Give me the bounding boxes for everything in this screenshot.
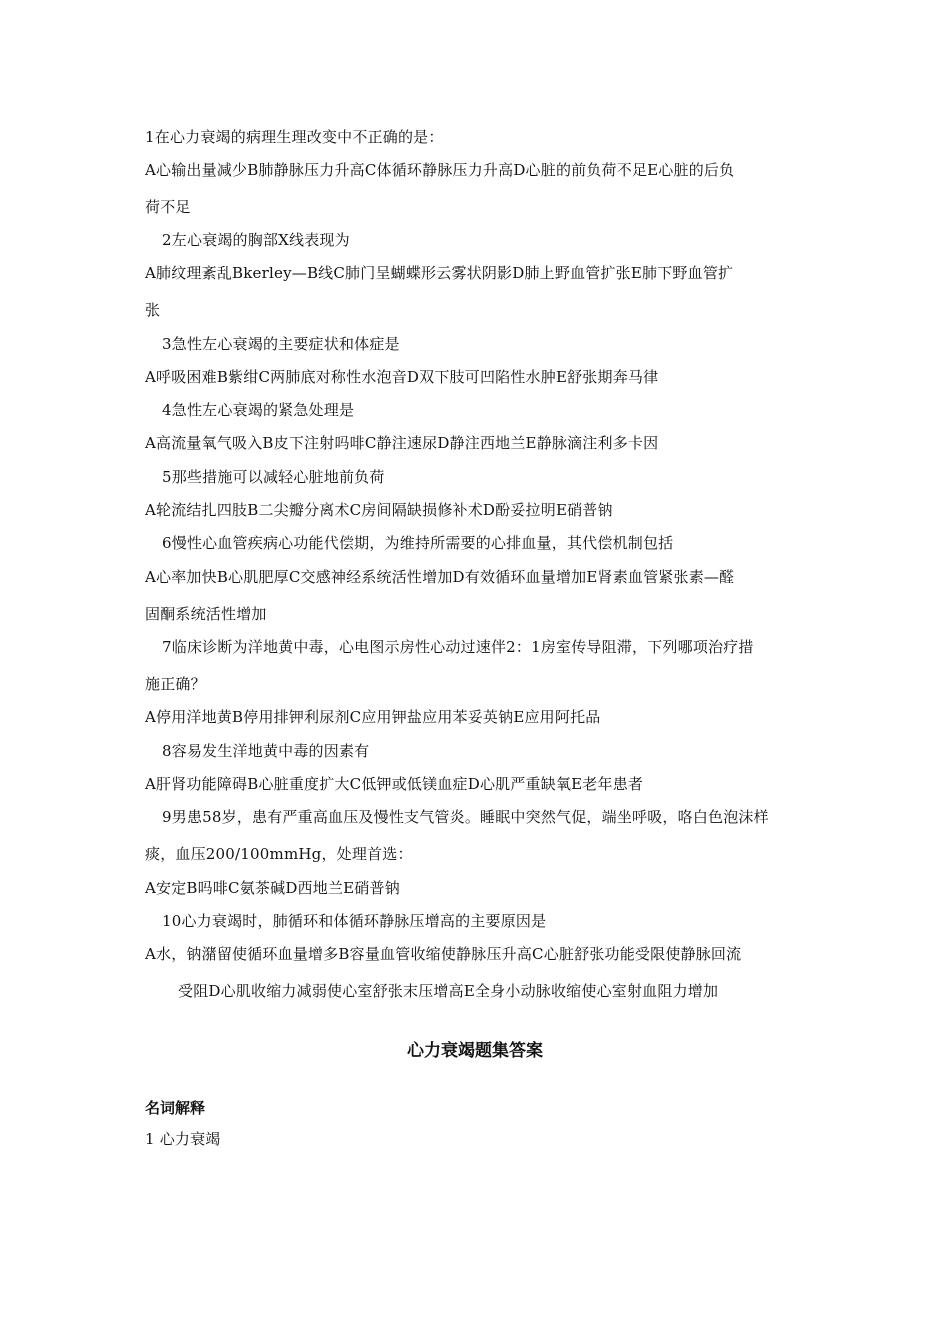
question-6-options: A心率加快B心肌肥厚C交感神经系统活性增加D有效循环血量增加E肾素血管紧张素—醛 xyxy=(145,568,735,586)
question-5-stem: 5那些措施可以减轻心脏地前负荷 xyxy=(162,468,385,486)
question-10-options-cont: 受阻D心肌收缩力减弱使心室舒张末压增高E全身小动脉收缩使心室射血阻力增加 xyxy=(178,982,719,1000)
question-8-options: A肝肾功能障碍B心脏重度扩大C低钾或低镁血症D心肌严重缺氧E老年患者 xyxy=(145,775,644,793)
question-1-stem: 1在心力衰竭的病理生理改变中不正确的是： xyxy=(145,128,444,146)
question-3-stem: 3急性左心衰竭的主要症状和体症是 xyxy=(162,335,400,353)
question-6-stem: 6慢性心血管疾病心功能代偿期，为维持所需要的心排血量，其代偿机制包括 xyxy=(162,534,674,552)
question-2-options-cont: 张 xyxy=(145,301,161,319)
question-8-stem: 8容易发生洋地黄中毒的因素有 xyxy=(162,742,370,760)
question-9-options: A安定B吗啡C氨茶碱D西地兰E硝普钠 xyxy=(145,879,400,897)
question-10-stem: 10心力衰竭时，肺循环和体循环静脉压增高的主要原因是 xyxy=(162,912,547,930)
question-4-stem: 4急性左心衰竭的紧急处理是 xyxy=(162,401,355,419)
question-1-options: A心输出量减少B肺静脉压力升高C体循环静脉压力升高D心脏的前负荷不足E心脏的后负 xyxy=(145,161,735,179)
question-7-stem: 7临床诊断为洋地黄中毒，心电图示房性心动过速伴2：1房室传导阻滞，下列哪项治疗措 xyxy=(162,638,754,656)
answers-title: 心力衰竭题集答案 xyxy=(407,1041,543,1061)
question-9-stem: 9男患58岁，患有严重高血压及慢性支气管炎。睡眠中突然气促，端坐呼吸，咯白色泡沫样 xyxy=(162,808,769,826)
question-2-options: A肺纹理紊乱Bkerley—B线C肺门呈蝴蝶形云雾状阴影D肺上野血管扩张E肺下野血管扩 xyxy=(145,264,734,282)
question-2-stem: 2左心衰竭的胸部X线表现为 xyxy=(162,231,350,249)
question-3-options: A呼吸困难B紫绀C两肺底对称性水泡音D双下肢可凹陷性水肿E舒张期奔马律 xyxy=(145,368,659,386)
question-9-stem-cont: 痰，血压200/100mmHg，处理首选： xyxy=(145,845,413,863)
question-7-options: A停用洋地黄B停用排钾利尿剂C应用钾盐应用苯妥英钠E应用阿托品 xyxy=(145,708,601,726)
question-1-options-cont: 荷不足 xyxy=(145,198,191,216)
question-6-options-cont: 固酮系统活性增加 xyxy=(145,605,267,623)
question-4-options: A高流量氧气吸入B皮下注射吗啡C静注速尿D静注西地兰E静脉滴注利多卡因 xyxy=(145,434,659,452)
question-10-options: A水，钠潴留使循环血量增多B容量血管收缩使静脉压升高C心脏舒张功能受限使静脉回流 xyxy=(145,945,742,963)
question-5-options: A轮流结扎四肢B二尖瓣分离术C房间隔缺损修补术D酚妥拉明E硝普钠 xyxy=(145,501,613,519)
section-heading: 名词解释 xyxy=(145,1099,206,1117)
question-7-stem-cont: 施正确？ xyxy=(145,675,206,693)
term-1: 1 心力衰竭 xyxy=(145,1130,221,1148)
